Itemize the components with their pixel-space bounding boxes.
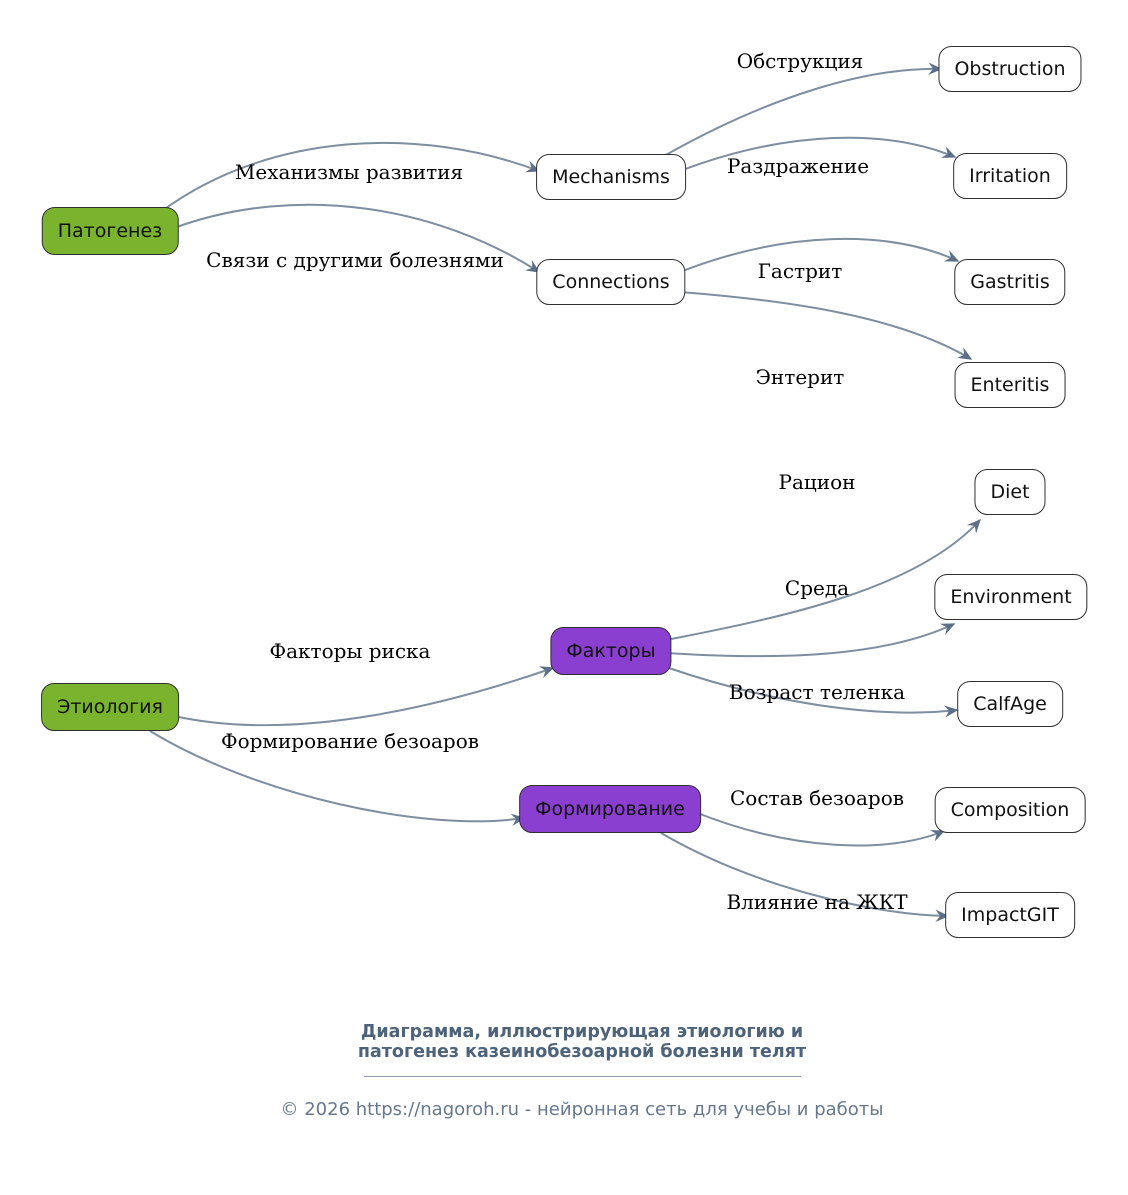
edge-label-diet: Рацион xyxy=(778,470,856,494)
edge-label-git-impact: Влияние на ЖКТ xyxy=(726,890,908,914)
edge-label-mechanisms-development: Механизмы развития xyxy=(234,160,464,184)
caption-line-1: Диаграмма, иллюстрирующая этиологию и xyxy=(360,1022,804,1042)
edge-label-connections-other-diseases: Связи с другими болезнями xyxy=(206,248,504,272)
footer xyxy=(18,1022,1128,1120)
edge-label-bezoar-composition: Состав безоаров xyxy=(729,786,905,810)
edge-label-environment: Среда xyxy=(784,576,850,600)
edge-formation-composition xyxy=(695,812,944,845)
edge-factors-environment xyxy=(667,624,954,656)
caption-line-2: патогенез казеинобезоарной болезни телят xyxy=(357,1042,807,1062)
edge-label-bezoar-formation: Формирование безоаров xyxy=(220,729,480,753)
node-etiology: Этиология xyxy=(41,683,179,731)
node-factors: Факторы xyxy=(550,627,671,675)
edge-label-calf-age: Возраст теленка xyxy=(728,680,906,704)
node-patogenez: Патогенез xyxy=(42,207,179,255)
node-formation: Формирование xyxy=(519,785,701,833)
diagram-caption xyxy=(18,1022,1128,1062)
node-connections: Connections xyxy=(536,259,685,305)
footer-copyright: © 2026 https://nagoroh.ru - нейронная сеть для учебы и работы xyxy=(280,1099,884,1120)
node-diet: Diet xyxy=(974,469,1045,515)
node-calfage: CalfAge xyxy=(957,681,1063,727)
edge-label-irritation: Раздражение xyxy=(726,154,870,178)
edge-label-enteritis: Энтерит xyxy=(755,365,845,389)
edge-connections-enteritis xyxy=(680,292,971,359)
node-impactgit: ImpactGIT xyxy=(945,892,1075,938)
node-mechanisms: Mechanisms xyxy=(536,154,686,200)
edge-etiology-factors xyxy=(174,668,553,725)
edge-mechanisms-obstruction xyxy=(664,69,941,156)
node-gastritis: Gastritis xyxy=(954,259,1065,305)
node-obstruction: Obstruction xyxy=(938,46,1081,92)
node-irritation: Irritation xyxy=(953,153,1067,199)
node-composition: Composition xyxy=(935,787,1086,833)
edge-label-gastritis: Гастрит xyxy=(757,259,843,283)
edge-label-obstruction: Обструкция xyxy=(736,49,864,73)
node-enteritis: Enteritis xyxy=(955,362,1066,408)
edge-label-risk-factors: Факторы риска xyxy=(269,639,431,663)
node-environment: Environment xyxy=(934,574,1087,620)
footer-divider xyxy=(364,1076,801,1077)
